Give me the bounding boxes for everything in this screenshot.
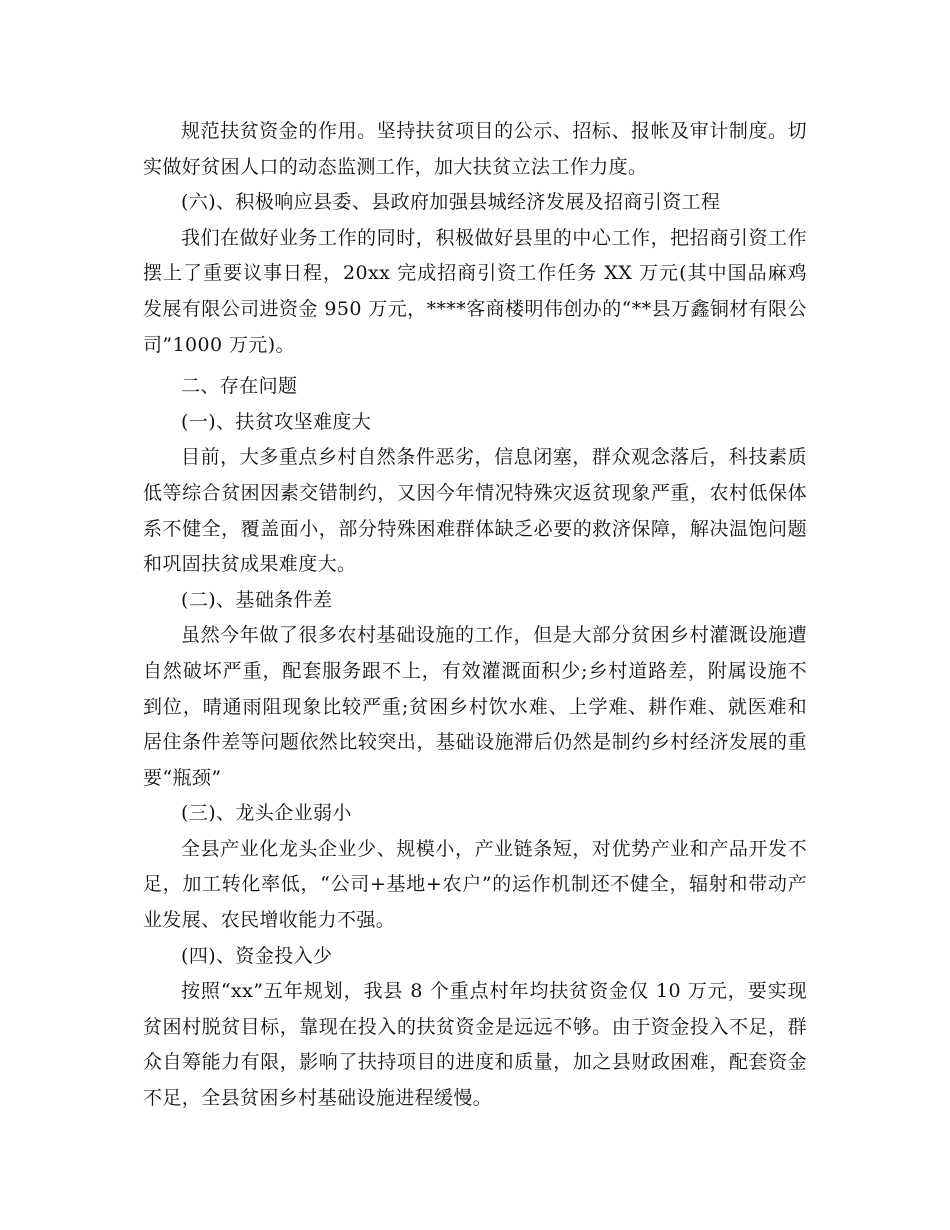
paragraph-investment: 我们在做好业务工作的同时，积极做好县里的中心工作，把招商引资工作摆上了重要议事日程，20xx 完成招商引资工作任务 XX 万元(其中国品麻鸡发展有限公司进资金 950 万元，****客商楼明伟创办的“**县万鑫铜材有限公司”1000 万元)。	[143, 226, 807, 356]
paragraph-poverty-difficulty: 目前，大多重点乡村自然条件恶劣，信息闭塞，群众观念落后，科技素质低等综合贫困因素交错制约，又因今年情况特殊灾返贫现象严重，农村低保体系不健全，覆盖面小，部分特殊困难群体缺乏必要的救济保障，解决温饱问题和巩固扶贫成果难度大。	[143, 446, 807, 576]
heading-six: (六)、积极响应县委、县政府加强县城经济发展及招商引资工程	[181, 191, 721, 214]
paragraph-funding: 按照“xx”五年规划，我县 8 个重点村年均扶贫资金仅 10 万元，要实现贫困村脱贫目标，靠现在投入的扶贫资金是远远不够。由于资金投入不足，群众自筹能力有限，影响了扶持项目的进度和质量，加之县财政困难，配套资金不足，全县贫困乡村基础设施进程缓慢。	[143, 980, 807, 1110]
paragraph-fund-norms: 规范扶贫资金的作用。坚持扶贫项目的公示、招标、报帐及审计制度。切实做好贫困人口的动态监测工作，加大扶贫立法工作力度。	[143, 120, 807, 178]
paragraph-enterprises: 全县产业化龙头企业少、规模小，产业链条短，对优势产业和产品开发不足，加工转化率低，“公司+基地+农户”的运作机制还不健全，辐射和带动产业发展、农民增收能力不强。	[143, 837, 807, 932]
heading-four: (四)、资金投入少	[181, 944, 333, 967]
section-title-problems: 二、存在问题	[181, 375, 298, 398]
paragraph-infrastructure: 虽然今年做了很多农村基础设施的工作，但是大部分贫困乡村灌溉设施遭自然破坏严重，配套服务跟不上，有效灌溉面积少;乡村道路差，附属设施不到位，晴通雨阻现象比较严重;贫困乡村饮水难、上学难、耕作难、就医难和居住条件差等问题依然比较突出，基础设施滞后仍然是制约乡村经济发展的重要“瓶颈”	[143, 624, 807, 789]
heading-three: (三)、龙头企业弱小	[181, 802, 352, 825]
heading-two: (二)、基础条件差	[181, 588, 333, 611]
heading-one: (一)、扶贫攻坚难度大	[181, 410, 372, 433]
document-body	[143, 114, 807, 1117]
